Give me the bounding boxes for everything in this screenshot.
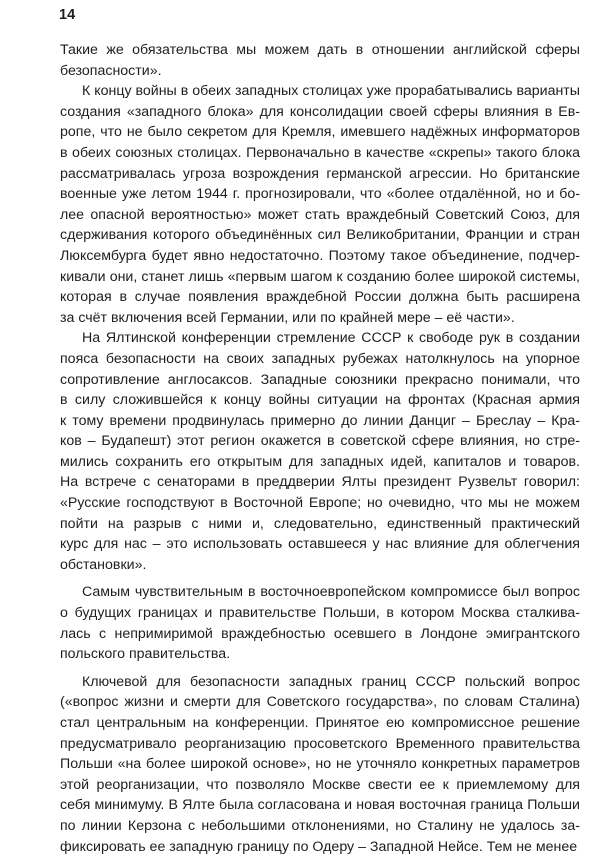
text-line: в обеих союзных столицах. Первоначально в качестве «скрепы» такого блока xyxy=(60,144,580,161)
text-line: сопротивление англосаксов. Западные союзники прекрасно понимали, что xyxy=(60,371,580,388)
text-line: предусматривало реорганизацию просоветского Временного правительства xyxy=(60,735,580,752)
paragraph xyxy=(60,582,580,664)
text-line: лее опасной вероятностью» может стать враждебный Советский Союз, для xyxy=(60,206,580,223)
text-line: Польши «на более широкой основе», но не уточняло конкретных параметров xyxy=(60,756,580,773)
text-line: ропе, что не было секретом для Кремля, имевшего надёжных информаторов xyxy=(60,124,580,141)
text-line: по линии Керзона с небольшими отклонениями, но Сталину не удалось за- xyxy=(60,817,580,834)
text-line: этой реорганизации, что позволяло Москве свести ее к приемлемому для xyxy=(60,776,580,793)
text-line: Самым чувствительным в восточноевропейском компромиссе был вопрос xyxy=(82,584,580,601)
text-line: за счёт включения всей Германии, или по крайней мере – её части». xyxy=(60,309,515,326)
page-number: 14 xyxy=(59,7,76,23)
text-line: Люксембурга будет явно недостаточно. Поэтому такое объединение, подчер- xyxy=(60,247,580,264)
paragraph xyxy=(60,672,580,857)
text-line: рассматривалась угроза возрождения германской агрессии. Но британские xyxy=(60,165,580,182)
text-line: курс для нас – это использовать оставшееся у нас влияние для облегчения xyxy=(60,536,580,553)
text-line: стал центральным на конференции. Принятое ею компромиссное решение xyxy=(60,715,580,731)
text-line: пойти на разрыв с ними и, следовательно, единственный практический xyxy=(60,515,580,532)
text-line: в силу сложившейся к концу войны ситуации на фронтах (Красная армия xyxy=(60,392,580,409)
text-line: фиксировать ее западную границу по Одеру – Западной Нейсе. Тем не менее xyxy=(60,838,578,855)
text-line: Такие же обязательства мы можем дать в отношении английской сферы xyxy=(60,42,580,58)
text-line: мились сохранить его открытым для западных идей, капиталов и товаров. xyxy=(60,453,580,470)
text-line: себя минимуму. В Ялте была согласована и новая восточная граница Польши xyxy=(60,797,580,814)
text-line: военные уже летом 1944 г. прогнозировали, что «более отдалённой, но и бо- xyxy=(60,186,580,203)
text-line: пояса безопасности на своих западных рубежах натолкнулось на упорное xyxy=(60,350,580,367)
text-line: польского правительства. xyxy=(60,646,231,663)
text-line: «Русские господствуют в Восточной Европе; но очевидно, что мы не можем xyxy=(60,495,580,512)
paragraph xyxy=(60,81,580,328)
text-line: На встрече с сенаторами в преддверии Ялты президент Рузвельт говорил: xyxy=(60,474,580,491)
text-line: которая в случае появления враждебной России должна быть расширена xyxy=(60,289,580,306)
body-text xyxy=(60,40,580,857)
paragraph xyxy=(60,328,580,575)
text-line: о будущих границах и правительстве Польши, в котором Москва сталкива- xyxy=(60,605,580,622)
text-line: к тому времени продвинулась примерно до линии Данциг – Бреслау – Кра- xyxy=(60,412,580,429)
text-line: Ключевой для безопасности западных границ СССР польский вопрос xyxy=(82,673,580,690)
paragraph xyxy=(60,40,580,81)
text-line: лась с непримиримой враждебностью осевшего в Лондоне эмигрантского xyxy=(60,625,580,642)
paragraph-gap xyxy=(60,575,580,582)
text-line: («вопрос жизни и смерти для Советского государства», по словам Сталина) xyxy=(60,694,580,711)
text-line: ков – Будапешт) этот регион окажется в советской сфере влияния, но стре- xyxy=(60,433,580,450)
text-line: сдерживания которого объединённых сил Великобритании, Франции и стран xyxy=(60,227,580,244)
text-line: К концу войны в обеих западных столицах уже прорабатывались варианты xyxy=(82,83,580,100)
text-line: безопасности». xyxy=(60,62,162,79)
text-line: На Ялтинской конференции стремление СССР к свободе рук в создании xyxy=(82,330,580,347)
paragraph-gap xyxy=(60,665,580,672)
text-line: создания «западного блока» для консолидации своей сферы влияния в Ев- xyxy=(60,103,580,120)
text-line: обстановки». xyxy=(60,556,147,573)
text-line: кивали они, станет лишь «первым шагом к созданию более широкой системы, xyxy=(60,268,580,285)
